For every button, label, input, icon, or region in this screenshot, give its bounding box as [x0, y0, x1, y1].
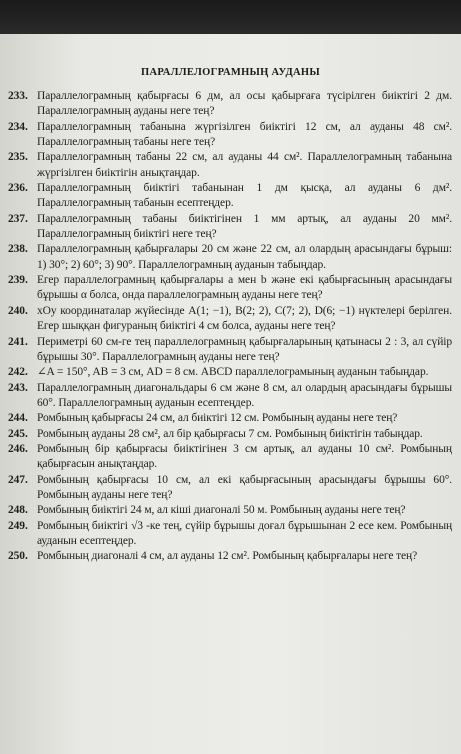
problem-item: [6, 120, 452, 151]
problem-text: Параллелограмның табаны 22 см, ал ауданы 44 см². Параллелограмның табанына жүргізілген биіктігін анықтаңдар.: [37, 151, 452, 179]
problem-number: 237.: [8, 212, 28, 225]
textbook-page: [0, 34, 461, 754]
problem-item: [6, 242, 452, 273]
problem-item: [6, 427, 452, 442]
problem-item: [6, 335, 452, 366]
problem-item: [6, 365, 452, 380]
problem-item: [6, 89, 452, 120]
problem-item: [6, 549, 452, 564]
problem-item: [6, 411, 452, 426]
problem-number: 245.: [8, 427, 28, 440]
problem-item: [6, 519, 452, 550]
top-dark-band: [0, 0, 461, 34]
problem-item: [6, 473, 452, 504]
problem-text: Параллелограмның қабырғалары 20 см және 22 см, ал олардың арасындағы бұрыш: 1) 30°; 2) 60°; 3) 90°. Параллелограмның ауданын табыңдар.: [37, 243, 452, 271]
problem-text: Параллелограмның табаны биіктігінен 1 мм артық, ал ауданы 20 мм². Параллелограмның биіктігі неге тең?: [37, 212, 452, 241]
problem-number: 250.: [8, 550, 28, 563]
problem-number: 244.: [8, 412, 28, 425]
problem-text: xOy координаталар жүйесінде A(1; −1), B(2; 2), C(7; 2), D(6; −1) нүктелері берілген. Егер шыққан фигураның биіктігі 4 см болса, ауданы неге тең?: [37, 304, 452, 333]
problem-number: 234.: [8, 120, 28, 133]
problem-text: Параллелограмның табанына жүргізілген биіктігі 12 см, ал ауданы 48 см². Параллелограмның табаны неге тең?: [37, 120, 452, 149]
problem-text: Ромбының бір қабырғасы биіктігінен 3 см артық, ал ауданы 10 см². Ромбының қабырғасын анықтаңдар.: [37, 442, 452, 471]
problem-number: 243.: [8, 381, 28, 394]
section-title: ПАРАЛЛЕЛОГРАМНЫҢ АУДАНЫ: [141, 67, 320, 78]
problem-item: [6, 181, 452, 212]
problem-text: Ромбының ауданы 28 см², ал бір қабырғасы 7 см. Ромбының биіктігін табыңдар.: [37, 427, 423, 440]
problem-text: ∠A = 150°, AB = 3 см, AD = 8 см. ABCD параллелограмының ауданын табыңдар.: [37, 366, 429, 379]
problem-item: [6, 442, 452, 473]
problem-text: Параллелограмның биіктігі табанынан 1 дм қысқа, ал ауданы 6 дм². Параллелограмның табанын есептеңдер.: [37, 182, 452, 210]
problem-number: 233.: [8, 90, 28, 102]
problem-number: 249.: [8, 519, 28, 532]
problem-list: [6, 89, 452, 565]
problem-text: Егер параллелограмның қабырғалары a мен b және екі қабырғасының арасындағы бұрышы α болса, онда параллелограмның ауданы неге тең?: [37, 274, 452, 302]
problem-text: Ромбының қабырғасы 24 см, ал биіктігі 12 см. Ромбының ауданы неге тең?: [37, 412, 398, 425]
problem-number: 236.: [8, 182, 28, 195]
problem-item: [6, 273, 452, 304]
problem-number: 238.: [8, 243, 28, 256]
problem-text: Ромбының қабырғасы 10 см, ал екі қабырғасының арасындағы бұрышы 60°. Ромбының ауданы неге тең?: [37, 473, 452, 501]
problem-number: 247.: [8, 473, 28, 486]
problem-item: [6, 304, 452, 335]
problem-number: 248.: [8, 504, 28, 517]
problem-text: Ромбының диагоналі 4 см, ал ауданы 12 см². Ромбының қабырғалары неге тең?: [37, 550, 418, 563]
problem-text: Ромбының биіктігі √3 -ке тең, сүйір бұрышы доғал бұрышынан 2 есе кем. Ромбының ауданын есептеңдер.: [37, 519, 452, 547]
problem-text: Параллелограмның диагональдары 6 см және 8 см, ал олардың арасындағы бұрышы 60°. Параллелограмның ауданын есептеңдер.: [37, 381, 452, 409]
problem-number: 239.: [8, 274, 28, 287]
problem-item: [6, 150, 452, 181]
problem-number: 246.: [8, 442, 28, 455]
problem-item: [6, 503, 452, 518]
problem-number: 242.: [8, 366, 28, 379]
problem-text: Периметрі 60 см-ге тең параллелограмның қабырғаларының қатынасы 2 : 3, ал сүйір бұрышы 30°. Параллелограмның ауданы неге тең?: [37, 335, 452, 363]
problem-number: 240.: [8, 304, 28, 317]
problem-item: [6, 212, 452, 243]
problem-item: [6, 381, 452, 412]
problem-text: Ромбының биіктігі 24 м, ал кіші диагоналі 50 м. Ромбының ауданы неге тең?: [37, 504, 406, 517]
problem-number: 235.: [8, 151, 28, 164]
problem-number: 241.: [8, 335, 28, 348]
problem-text: Параллелограмның қабырғасы 6 дм, ал осы қабырғаға түсірілген биіктігі 2 дм. Параллелограмның ауданы неге тең?: [37, 90, 452, 118]
